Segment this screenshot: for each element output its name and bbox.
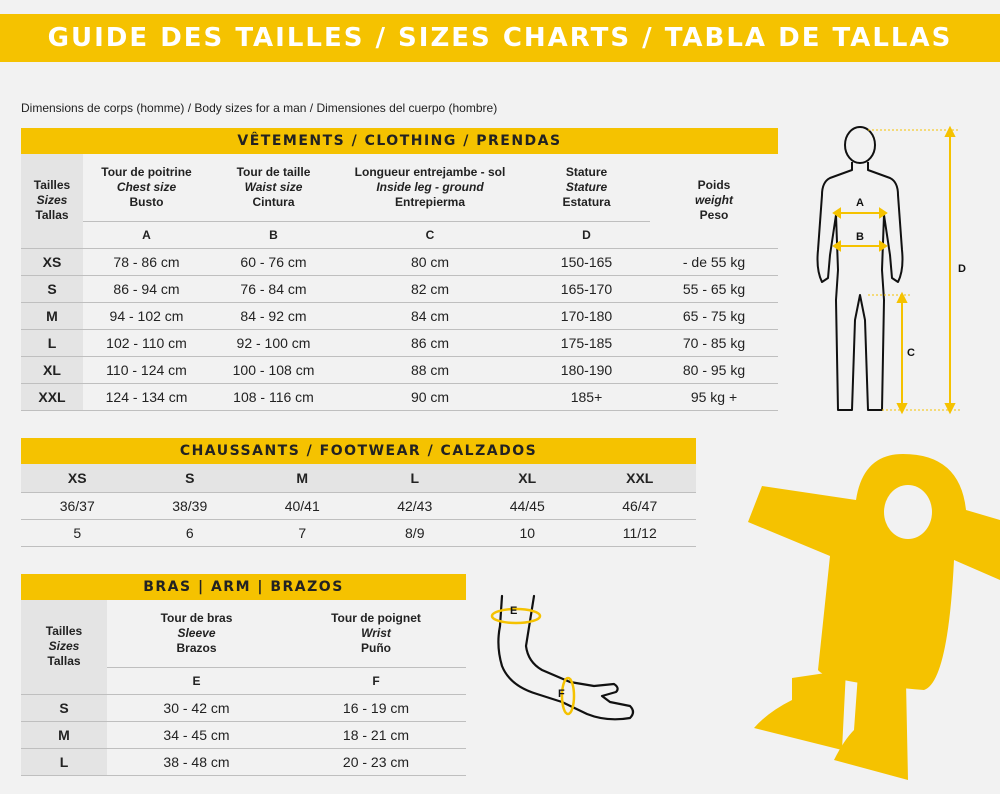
footwear-section-header: CHAUSSANTS / FOOTWEAR / CALZADOS [21, 438, 696, 464]
table-row: XS 78 - 86 cm 60 - 76 cm 80 cm 150-165 - de 55 kg [21, 248, 778, 275]
weight-header: Poids weight Peso [695, 178, 733, 223]
arm-size-header: Tailles Sizes Tallas [21, 600, 107, 694]
arm-label-e: E [510, 605, 518, 617]
raincoat-mascot-icon [748, 450, 1000, 790]
table-row: S 30 - 42 cm 16 - 19 cm [21, 694, 466, 721]
clothing-size-header: Tailles Sizes Tallas [21, 154, 83, 248]
body-sizes-subtitle: Dimensions de corps (homme) / Body sizes for a man / Dimensiones del cuerpo (hombre) [21, 101, 498, 115]
arm-table [21, 600, 466, 776]
clothing-section-header: VÊTEMENTS / CLOTHING / PRENDAS [21, 128, 778, 154]
body-label-b: B [856, 231, 864, 243]
sleeve-header: Tour de bras Sleeve Brazos [160, 610, 233, 655]
arm-section-header: BRAS | ARM | BRAZOS [21, 574, 466, 600]
footwear-size-row: XS S M L XL XXL [21, 464, 696, 492]
body-label-c: C [907, 347, 915, 359]
wrist-header: Tour de poignet Wrist Puño [331, 610, 421, 655]
inside-leg-header: Longueur entrejambe - sol Inside leg - ground Entrepierma [354, 164, 506, 209]
footwear-table [21, 464, 696, 547]
page-title: GUIDE DES TAILLES / SIZES CHARTS / TABLA DE TALLAS [47, 23, 953, 53]
column-letter-e: E [107, 667, 286, 694]
column-letter-b: B [210, 221, 337, 248]
waist-size-header: Tour de taille Waist size Cintura [236, 164, 311, 209]
table-row: M 94 - 102 cm 84 - 92 cm 84 cm 170-180 65 - 75 kg [21, 302, 778, 329]
clothing-table [21, 154, 778, 411]
stature-header: Stature Stature Estatura [562, 164, 611, 209]
table-row: S 86 - 94 cm 76 - 84 cm 82 cm 165-170 55 - 65 kg [21, 275, 778, 302]
arm-icon [482, 586, 642, 726]
column-letter-d: D [523, 221, 650, 248]
table-row: 36/37 38/39 40/41 42/43 44/45 46/47 [21, 492, 696, 519]
table-row: M 34 - 45 cm 18 - 21 cm [21, 721, 466, 748]
table-row: 5 6 7 8/9 10 11/12 [21, 519, 696, 546]
page-banner [0, 14, 1000, 62]
table-row: XL 110 - 124 cm 100 - 108 cm 88 cm 180-190 80 - 95 kg [21, 356, 778, 383]
table-row: L 38 - 48 cm 20 - 23 cm [21, 748, 466, 775]
column-letter-f: F [286, 667, 466, 694]
table-row: L 102 - 110 cm 92 - 100 cm 86 cm 175-185 70 - 85 kg [21, 329, 778, 356]
chest-size-header: Tour de poitrine Chest size Busto [101, 164, 192, 209]
column-letter-a: A [83, 221, 210, 248]
column-letter-c: C [337, 221, 523, 248]
body-label-a: A [856, 197, 864, 209]
table-row: XXL 124 - 134 cm 108 - 116 cm 90 cm 185+ 95 kg + [21, 383, 778, 410]
body-label-d: D [958, 263, 966, 275]
human-body-icon [800, 120, 990, 420]
arm-label-f: F [558, 688, 565, 700]
